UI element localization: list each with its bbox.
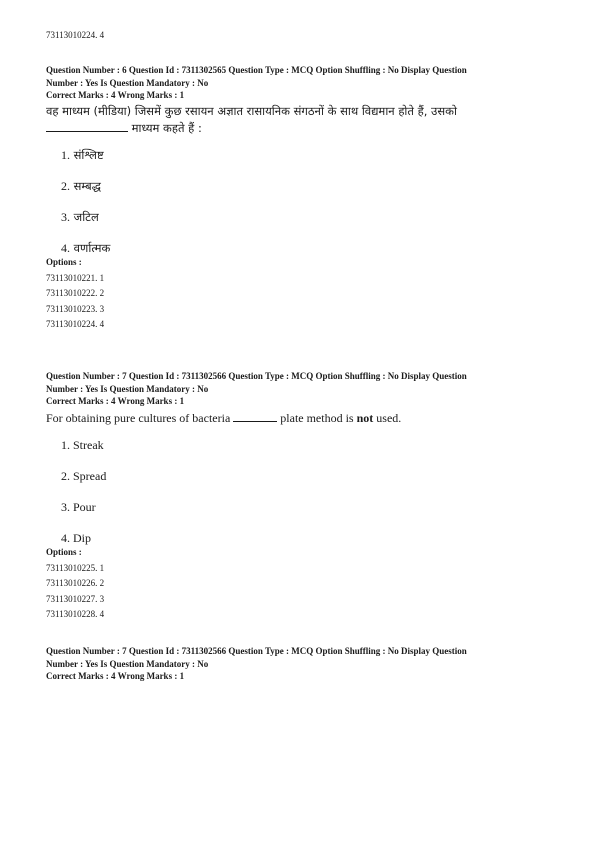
option-text: Pour xyxy=(73,499,96,514)
question-meta xyxy=(46,370,556,408)
question-text-emphasis: not xyxy=(356,410,374,425)
option-text: संश्लिष्ट xyxy=(73,147,104,162)
option-code: 73113010225. 1 xyxy=(46,562,105,573)
option-text: वर्णात्मक xyxy=(73,240,111,255)
meta-line-1: Question Number : 6 Question Id : 7311302565 Question Type : MCQ Option Shuffling : No Display Question xyxy=(46,65,467,75)
option-text: Dip xyxy=(73,530,91,545)
option-text: Spread xyxy=(73,468,107,483)
option-code: 73113010228. 4 xyxy=(46,609,105,619)
option-item xyxy=(46,528,556,546)
option-text: जटिल xyxy=(73,209,99,224)
question-meta xyxy=(46,64,556,102)
question-text xyxy=(46,103,556,137)
option-number: 3. xyxy=(61,499,70,514)
question-6-block xyxy=(46,64,556,333)
option-number: 4. xyxy=(61,530,70,545)
option-text: Streak xyxy=(73,437,104,452)
option-number: 1. xyxy=(61,147,70,162)
option-number: 2. xyxy=(61,468,70,483)
meta-line-2: Number : Yes Is Question Mandatory : No xyxy=(46,658,209,669)
question-text-part-3: used. xyxy=(376,410,402,425)
option-number: 3. xyxy=(61,209,70,224)
option-code: 73113010224. 4 xyxy=(46,319,105,329)
meta-line-1: Question Number : 7 Question Id : 7311302566 Question Type : MCQ Option Shuffling : No Display Question xyxy=(46,371,467,381)
option-item xyxy=(46,435,556,466)
option-code-list xyxy=(46,271,556,333)
option-item xyxy=(46,497,556,528)
question-text-part-1: For obtaining pure cultures of bacteria xyxy=(46,410,231,425)
option-list xyxy=(46,435,556,546)
option-code: 73113010223. 3 xyxy=(46,303,105,314)
option-text: सम्बद्ध xyxy=(73,178,101,193)
previous-option-code: 73113010224. 4 xyxy=(46,30,105,40)
question-text xyxy=(46,410,556,427)
question-text-line-1: वह माध्यम (मीडिया) जिसमें कुछ रसायन अज्ञात रासायनिक संगठनों के साथ विद्यमान होते हैं, उसको xyxy=(46,103,457,118)
meta-line-2: Number : Yes Is Question Mandatory : No xyxy=(46,77,209,88)
option-code: 73113010227. 3 xyxy=(46,593,105,604)
question-7-block xyxy=(46,370,556,623)
option-item xyxy=(46,238,556,256)
options-title: Options : xyxy=(46,256,82,267)
option-code: 73113010221. 1 xyxy=(46,272,105,283)
option-item xyxy=(46,176,556,207)
meta-line-3: Correct Marks : 4 Wrong Marks : 1 xyxy=(46,671,185,681)
option-item xyxy=(46,207,556,238)
option-list xyxy=(46,145,556,256)
answer-blank xyxy=(46,121,128,132)
question-7-repeat-block xyxy=(46,645,556,683)
option-number: 4. xyxy=(61,240,70,255)
meta-line-3: Correct Marks : 4 Wrong Marks : 1 xyxy=(46,396,185,406)
option-item xyxy=(46,466,556,497)
meta-line-1: Question Number : 7 Question Id : 7311302566 Question Type : MCQ Option Shuffling : No Display Question xyxy=(46,646,467,656)
question-text-line-2-wrap xyxy=(46,120,556,137)
option-code: 73113010222. 2 xyxy=(46,288,105,298)
question-meta xyxy=(46,645,556,683)
option-code: 73113010226. 2 xyxy=(46,578,105,588)
meta-line-3: Correct Marks : 4 Wrong Marks : 1 xyxy=(46,90,185,100)
question-text-part-2: plate method is xyxy=(280,410,354,425)
option-item xyxy=(46,145,556,176)
option-code-list xyxy=(46,561,556,623)
question-text-line-2: माध्यम कहते हैं : xyxy=(131,120,202,135)
answer-blank xyxy=(233,411,277,422)
meta-line-2: Number : Yes Is Question Mandatory : No xyxy=(46,383,209,394)
option-number: 1. xyxy=(61,437,70,452)
options-title: Options : xyxy=(46,546,82,557)
option-number: 2. xyxy=(61,178,70,193)
